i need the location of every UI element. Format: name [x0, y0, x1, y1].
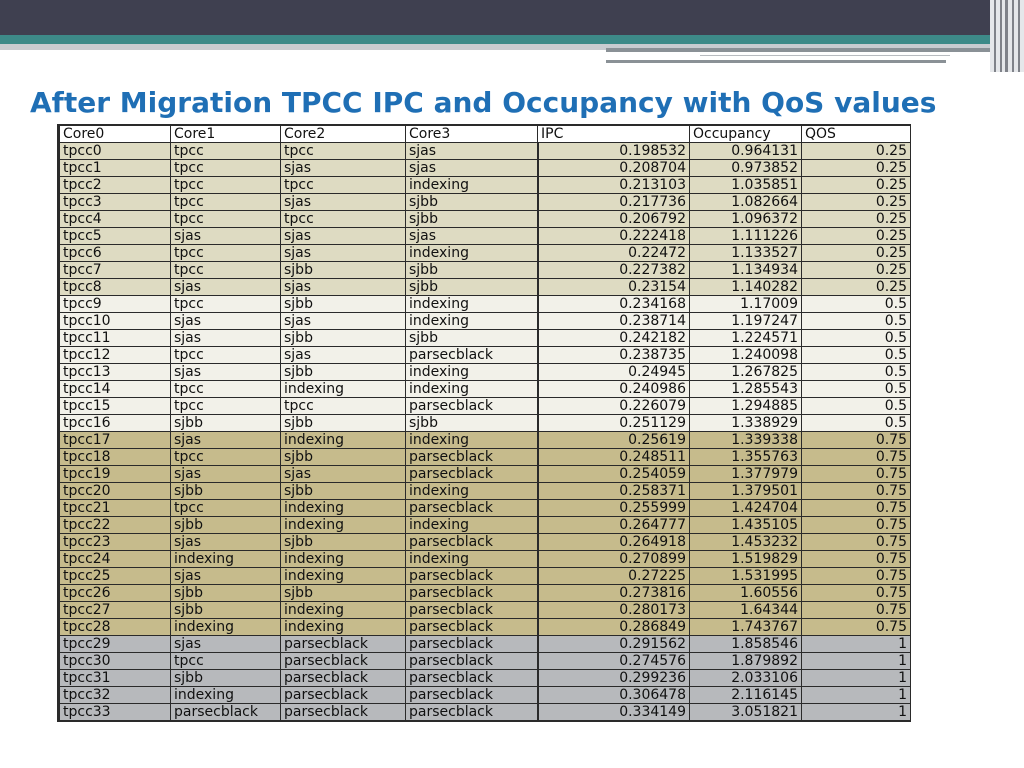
ipc-cell: 0.242182 — [538, 330, 690, 347]
core3-cell: parsecblack — [406, 585, 538, 602]
occupancy-cell: 1.134934 — [690, 262, 802, 279]
core2-cell: indexing — [281, 568, 406, 585]
ipc-cell: 0.286849 — [538, 619, 690, 636]
slide-accent-line — [700, 55, 950, 56]
core2-cell: sjbb — [281, 330, 406, 347]
core2-cell: sjbb — [281, 534, 406, 551]
core1-cell: tpcc — [171, 143, 281, 160]
qos-cell: 1 — [802, 704, 911, 722]
core0-cell: tpcc1 — [59, 160, 171, 177]
core2-cell: indexing — [281, 619, 406, 636]
column-header-core3: Core3 — [406, 125, 538, 143]
core1-cell: tpcc — [171, 653, 281, 670]
occupancy-cell: 1.377979 — [690, 466, 802, 483]
qos-cell: 1 — [802, 670, 911, 687]
ipc-cell: 0.306478 — [538, 687, 690, 704]
column-header-core2: Core2 — [281, 125, 406, 143]
core2-cell: tpcc — [281, 398, 406, 415]
ipc-cell: 0.213103 — [538, 177, 690, 194]
core2-cell: tpcc — [281, 177, 406, 194]
core0-cell: tpcc9 — [59, 296, 171, 313]
core0-cell: tpcc0 — [59, 143, 171, 160]
core0-cell: tpcc5 — [59, 228, 171, 245]
core0-cell: tpcc6 — [59, 245, 171, 262]
qos-cell: 0.75 — [802, 483, 911, 500]
occupancy-cell: 1.111226 — [690, 228, 802, 245]
ipc-cell: 0.264918 — [538, 534, 690, 551]
core1-cell: sjbb — [171, 517, 281, 534]
table-body — [59, 143, 911, 722]
ipc-cell: 0.226079 — [538, 398, 690, 415]
table-row — [59, 483, 911, 500]
core0-cell: tpcc32 — [59, 687, 171, 704]
qos-cell: 0.5 — [802, 296, 911, 313]
core3-cell: parsecblack — [406, 653, 538, 670]
core1-cell: sjas — [171, 466, 281, 483]
table-row — [59, 466, 911, 483]
core1-cell: tpcc — [171, 449, 281, 466]
table-row — [59, 262, 911, 279]
qos-cell: 0.25 — [802, 143, 911, 160]
core2-cell: sjas — [281, 466, 406, 483]
core3-cell: indexing — [406, 483, 538, 500]
qos-cell: 1 — [802, 636, 911, 653]
ipc-cell: 0.22472 — [538, 245, 690, 262]
occupancy-cell: 1.338929 — [690, 415, 802, 432]
table-row — [59, 636, 911, 653]
table-row — [59, 449, 911, 466]
column-header-qos: QOS — [802, 125, 911, 143]
table-row — [59, 585, 911, 602]
table-row — [59, 687, 911, 704]
table-row — [59, 313, 911, 330]
core0-cell: tpcc31 — [59, 670, 171, 687]
table-row — [59, 670, 911, 687]
core1-cell: tpcc — [171, 347, 281, 364]
core3-cell: indexing — [406, 432, 538, 449]
qos-cell: 0.25 — [802, 245, 911, 262]
ipc-cell: 0.23154 — [538, 279, 690, 296]
ipc-cell: 0.234168 — [538, 296, 690, 313]
core2-cell: indexing — [281, 381, 406, 398]
occupancy-cell: 1.294885 — [690, 398, 802, 415]
core3-cell: parsecblack — [406, 602, 538, 619]
core3-cell: sjbb — [406, 415, 538, 432]
ipc-cell: 0.25619 — [538, 432, 690, 449]
occupancy-cell: 2.116145 — [690, 687, 802, 704]
occupancy-cell: 1.519829 — [690, 551, 802, 568]
qos-cell: 0.5 — [802, 398, 911, 415]
core3-cell: parsecblack — [406, 449, 538, 466]
ipc-cell: 0.248511 — [538, 449, 690, 466]
occupancy-cell: 1.379501 — [690, 483, 802, 500]
ipc-cell: 0.227382 — [538, 262, 690, 279]
core3-cell: parsecblack — [406, 398, 538, 415]
occupancy-cell: 3.051821 — [690, 704, 802, 722]
occupancy-cell: 1.355763 — [690, 449, 802, 466]
table-row — [59, 364, 911, 381]
core2-cell: sjas — [281, 279, 406, 296]
core0-cell: tpcc33 — [59, 704, 171, 722]
qos-cell: 0.25 — [802, 211, 911, 228]
table-row — [59, 602, 911, 619]
core2-cell: sjbb — [281, 262, 406, 279]
core0-cell: tpcc27 — [59, 602, 171, 619]
core0-cell: tpcc19 — [59, 466, 171, 483]
occupancy-cell: 1.285543 — [690, 381, 802, 398]
ipc-cell: 0.217736 — [538, 194, 690, 211]
qos-cell: 0.25 — [802, 177, 911, 194]
core1-cell: indexing — [171, 551, 281, 568]
occupancy-cell: 1.224571 — [690, 330, 802, 347]
qos-cell: 0.25 — [802, 194, 911, 211]
qos-cell: 0.25 — [802, 228, 911, 245]
qos-cell: 0.75 — [802, 449, 911, 466]
core1-cell: tpcc — [171, 160, 281, 177]
core2-cell: sjbb — [281, 483, 406, 500]
qos-cell: 0.75 — [802, 585, 911, 602]
table-row — [59, 381, 911, 398]
ipc-cell: 0.222418 — [538, 228, 690, 245]
core0-cell: tpcc26 — [59, 585, 171, 602]
core3-cell: sjbb — [406, 194, 538, 211]
core1-cell: indexing — [171, 687, 281, 704]
ipc-cell: 0.254059 — [538, 466, 690, 483]
core1-cell: tpcc — [171, 245, 281, 262]
slide-corner-decoration — [990, 0, 1024, 72]
core2-cell: sjas — [281, 245, 406, 262]
core3-cell: indexing — [406, 296, 538, 313]
core3-cell: parsecblack — [406, 568, 538, 585]
occupancy-cell: 1.339338 — [690, 432, 802, 449]
table-header-row — [59, 125, 911, 143]
core1-cell: sjbb — [171, 483, 281, 500]
table-row — [59, 330, 911, 347]
ipc-cell: 0.208704 — [538, 160, 690, 177]
core0-cell: tpcc21 — [59, 500, 171, 517]
core2-cell: sjbb — [281, 364, 406, 381]
core1-cell: tpcc — [171, 381, 281, 398]
table-row — [59, 704, 911, 722]
core1-cell: sjas — [171, 279, 281, 296]
core2-cell: parsecblack — [281, 636, 406, 653]
core0-cell: tpcc29 — [59, 636, 171, 653]
core2-cell: indexing — [281, 551, 406, 568]
core2-cell: parsecblack — [281, 670, 406, 687]
ipc-cell: 0.238714 — [538, 313, 690, 330]
qos-cell: 0.75 — [802, 500, 911, 517]
core0-cell: tpcc3 — [59, 194, 171, 211]
slide-top-bar — [0, 0, 1024, 35]
core2-cell: parsecblack — [281, 653, 406, 670]
qos-cell: 0.75 — [802, 466, 911, 483]
core0-cell: tpcc11 — [59, 330, 171, 347]
qos-cell: 0.75 — [802, 602, 911, 619]
occupancy-cell: 1.082664 — [690, 194, 802, 211]
occupancy-cell: 1.60556 — [690, 585, 802, 602]
occupancy-cell: 1.858546 — [690, 636, 802, 653]
table-row — [59, 432, 911, 449]
core3-cell: indexing — [406, 364, 538, 381]
slide-accent-bar — [606, 48, 1004, 52]
core3-cell: sjas — [406, 160, 538, 177]
occupancy-cell: 1.197247 — [690, 313, 802, 330]
core1-cell: tpcc — [171, 177, 281, 194]
core2-cell: sjbb — [281, 296, 406, 313]
core1-cell: sjas — [171, 534, 281, 551]
core3-cell: sjas — [406, 228, 538, 245]
ipc-cell: 0.280173 — [538, 602, 690, 619]
core2-cell: tpcc — [281, 143, 406, 160]
core1-cell: sjbb — [171, 670, 281, 687]
core0-cell: tpcc7 — [59, 262, 171, 279]
table-row — [59, 194, 911, 211]
qos-cell: 0.5 — [802, 313, 911, 330]
core1-cell: sjbb — [171, 415, 281, 432]
core1-cell: sjas — [171, 228, 281, 245]
ipc-cell: 0.24945 — [538, 364, 690, 381]
core2-cell: sjas — [281, 313, 406, 330]
core0-cell: tpcc18 — [59, 449, 171, 466]
table-row — [59, 398, 911, 415]
qos-cell: 0.5 — [802, 415, 911, 432]
occupancy-cell: 1.140282 — [690, 279, 802, 296]
table-row — [59, 551, 911, 568]
core3-cell: parsecblack — [406, 704, 538, 722]
table-row — [59, 619, 911, 636]
slide-teal-stripe — [0, 35, 1024, 44]
table-row — [59, 143, 911, 160]
core3-cell: parsecblack — [406, 534, 538, 551]
core0-cell: tpcc2 — [59, 177, 171, 194]
core0-cell: tpcc13 — [59, 364, 171, 381]
ipc-cell: 0.270899 — [538, 551, 690, 568]
core3-cell: parsecblack — [406, 500, 538, 517]
qos-cell: 0.25 — [802, 279, 911, 296]
qos-cell: 0.5 — [802, 330, 911, 347]
core3-cell: parsecblack — [406, 619, 538, 636]
core2-cell: tpcc — [281, 211, 406, 228]
ipc-cell: 0.334149 — [538, 704, 690, 722]
core2-cell: sjbb — [281, 585, 406, 602]
table-row — [59, 653, 911, 670]
core1-cell: sjas — [171, 313, 281, 330]
ipc-cell: 0.251129 — [538, 415, 690, 432]
core1-cell: sjas — [171, 364, 281, 381]
ipc-cell: 0.264777 — [538, 517, 690, 534]
occupancy-cell: 1.453232 — [690, 534, 802, 551]
ipc-cell: 0.273816 — [538, 585, 690, 602]
core0-cell: tpcc15 — [59, 398, 171, 415]
core2-cell: parsecblack — [281, 704, 406, 722]
core3-cell: parsecblack — [406, 636, 538, 653]
core3-cell: sjbb — [406, 279, 538, 296]
core3-cell: sjbb — [406, 211, 538, 228]
qos-cell: 1 — [802, 653, 911, 670]
ipc-cell: 0.198532 — [538, 143, 690, 160]
table-row — [59, 415, 911, 432]
core1-cell: sjas — [171, 330, 281, 347]
core1-cell: tpcc — [171, 296, 281, 313]
occupancy-cell: 1.133527 — [690, 245, 802, 262]
occupancy-cell: 1.424704 — [690, 500, 802, 517]
ipc-cell: 0.240986 — [538, 381, 690, 398]
qos-cell: 0.25 — [802, 262, 911, 279]
core0-cell: tpcc16 — [59, 415, 171, 432]
table-row — [59, 177, 911, 194]
core0-cell: tpcc23 — [59, 534, 171, 551]
qos-cell: 1 — [802, 687, 911, 704]
ipc-cell: 0.255999 — [538, 500, 690, 517]
occupancy-cell: 1.035851 — [690, 177, 802, 194]
table-row — [59, 228, 911, 245]
qos-cell: 0.25 — [802, 160, 911, 177]
core3-cell: sjas — [406, 143, 538, 160]
table-row — [59, 211, 911, 228]
slide-accent-bar-lower — [606, 60, 946, 63]
core1-cell: tpcc — [171, 500, 281, 517]
column-header-ipc: IPC — [538, 125, 690, 143]
core0-cell: tpcc30 — [59, 653, 171, 670]
table-row — [59, 245, 911, 262]
core3-cell: indexing — [406, 517, 538, 534]
core3-cell: indexing — [406, 245, 538, 262]
ipc-cell: 0.258371 — [538, 483, 690, 500]
qos-cell: 0.75 — [802, 517, 911, 534]
core3-cell: parsecblack — [406, 347, 538, 364]
core2-cell: sjas — [281, 194, 406, 211]
core3-cell: parsecblack — [406, 670, 538, 687]
column-header-occupancy: Occupancy — [690, 125, 802, 143]
core3-cell: parsecblack — [406, 687, 538, 704]
core0-cell: tpcc17 — [59, 432, 171, 449]
occupancy-cell: 1.435105 — [690, 517, 802, 534]
qos-cell: 0.5 — [802, 347, 911, 364]
column-header-core0: Core0 — [59, 125, 171, 143]
table-row — [59, 160, 911, 177]
table-row — [59, 568, 911, 585]
core3-cell: indexing — [406, 177, 538, 194]
core2-cell: sjas — [281, 228, 406, 245]
occupancy-cell: 1.531995 — [690, 568, 802, 585]
occupancy-cell: 1.879892 — [690, 653, 802, 670]
qos-cell: 0.75 — [802, 551, 911, 568]
core3-cell: indexing — [406, 381, 538, 398]
ipc-cell: 0.299236 — [538, 670, 690, 687]
table-row — [59, 500, 911, 517]
qos-cell: 0.75 — [802, 534, 911, 551]
core1-cell: tpcc — [171, 262, 281, 279]
core2-cell: sjas — [281, 160, 406, 177]
core0-cell: tpcc4 — [59, 211, 171, 228]
core0-cell: tpcc28 — [59, 619, 171, 636]
core3-cell: indexing — [406, 551, 538, 568]
core2-cell: parsecblack — [281, 687, 406, 704]
occupancy-cell: 1.743767 — [690, 619, 802, 636]
core1-cell: tpcc — [171, 194, 281, 211]
occupancy-cell: 0.973852 — [690, 160, 802, 177]
occupancy-cell: 1.240098 — [690, 347, 802, 364]
slide-title: After Migration TPCC IPC and Occupancy with QoS values — [30, 86, 937, 119]
core0-cell: tpcc12 — [59, 347, 171, 364]
table-row — [59, 534, 911, 551]
core0-cell: tpcc24 — [59, 551, 171, 568]
column-header-core1: Core1 — [171, 125, 281, 143]
core1-cell: sjas — [171, 636, 281, 653]
core2-cell: indexing — [281, 517, 406, 534]
core3-cell: sjbb — [406, 330, 538, 347]
qos-cell: 0.75 — [802, 432, 911, 449]
core3-cell: parsecblack — [406, 466, 538, 483]
core0-cell: tpcc25 — [59, 568, 171, 585]
ipc-cell: 0.274576 — [538, 653, 690, 670]
occupancy-cell: 1.096372 — [690, 211, 802, 228]
core1-cell: tpcc — [171, 398, 281, 415]
core3-cell: sjbb — [406, 262, 538, 279]
core1-cell: tpcc — [171, 211, 281, 228]
qos-cell: 0.5 — [802, 381, 911, 398]
core1-cell: sjbb — [171, 585, 281, 602]
qos-cell: 0.75 — [802, 619, 911, 636]
core1-cell: indexing — [171, 619, 281, 636]
table-row — [59, 517, 911, 534]
occupancy-cell: 2.033106 — [690, 670, 802, 687]
core0-cell: tpcc22 — [59, 517, 171, 534]
core1-cell: sjas — [171, 568, 281, 585]
ipc-cell: 0.206792 — [538, 211, 690, 228]
core0-cell: tpcc10 — [59, 313, 171, 330]
core2-cell: indexing — [281, 602, 406, 619]
core1-cell: parsecblack — [171, 704, 281, 722]
core0-cell: tpcc14 — [59, 381, 171, 398]
table-row — [59, 296, 911, 313]
qos-cell: 0.75 — [802, 568, 911, 585]
core2-cell: sjbb — [281, 449, 406, 466]
core1-cell: sjbb — [171, 602, 281, 619]
qos-data-table — [57, 124, 911, 722]
table-row — [59, 347, 911, 364]
occupancy-cell: 0.964131 — [690, 143, 802, 160]
occupancy-cell: 1.267825 — [690, 364, 802, 381]
occupancy-cell: 1.17009 — [690, 296, 802, 313]
core2-cell: sjbb — [281, 415, 406, 432]
core3-cell: indexing — [406, 313, 538, 330]
core0-cell: tpcc20 — [59, 483, 171, 500]
qos-cell: 0.5 — [802, 364, 911, 381]
core0-cell: tpcc8 — [59, 279, 171, 296]
table-row — [59, 279, 911, 296]
ipc-cell: 0.27225 — [538, 568, 690, 585]
core1-cell: sjas — [171, 432, 281, 449]
ipc-cell: 0.291562 — [538, 636, 690, 653]
core2-cell: sjas — [281, 347, 406, 364]
core2-cell: indexing — [281, 432, 406, 449]
core2-cell: indexing — [281, 500, 406, 517]
occupancy-cell: 1.64344 — [690, 602, 802, 619]
ipc-cell: 0.238735 — [538, 347, 690, 364]
